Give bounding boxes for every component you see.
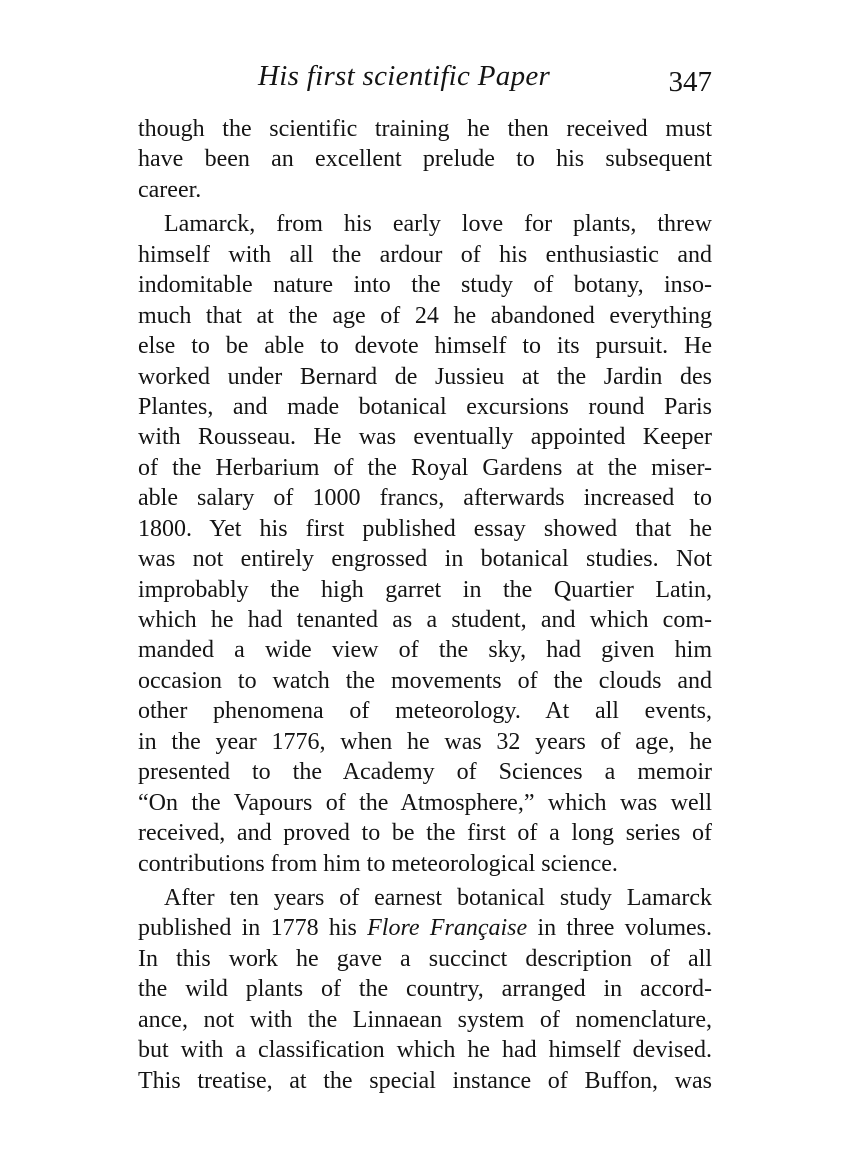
text-line: ance, not with the Linnaean system of nomenclature, — [138, 1006, 712, 1033]
text-line: which he had tenanted as a student, and which com- — [138, 607, 712, 633]
text-line: much that at the age of 24 he abandoned everything — [138, 302, 712, 329]
text-line: other phenomena of meteorology. At all events, — [138, 698, 712, 725]
text-line: was not entirely engrossed in botanical studies. Not — [138, 546, 712, 573]
book-title-italic: Flore Française — [367, 915, 528, 942]
text-line: in the year 1776, when he was 32 years of age, he — [138, 728, 712, 755]
text-line: 1800. Yet his first published essay showed that he — [138, 515, 712, 542]
text-line: This treatise, at the special instance of Buffon, was — [138, 1067, 712, 1094]
text-line: but with a classification which he had himself devised. — [138, 1037, 712, 1064]
text-line: Plantes, and made botanical excursions round Paris — [138, 393, 712, 420]
text-line: In this work he gave a succinct description of all — [138, 945, 712, 972]
text-line: improbably the high garret in the Quartier Latin, — [138, 576, 712, 603]
text-line: the wild plants of the country, arranged in accord- — [138, 976, 712, 1003]
body-text — [138, 114, 712, 1096]
text-line: “On the Vapours of the Atmosphere,” which was well — [138, 789, 712, 816]
text-line: able salary of 1000 francs, afterwards increased to — [138, 485, 712, 512]
text-line: contributions from him to meteorological science. — [138, 850, 618, 877]
text-line: career. — [138, 176, 202, 203]
page-number: 347 — [668, 66, 712, 98]
running-title: His first scientific Paper — [258, 60, 551, 92]
text-line: After ten years of earnest botanical study Lamarck — [164, 884, 712, 911]
text-line-with-title — [138, 913, 712, 943]
text-line: indomitable nature into the study of botany, inso- — [138, 272, 712, 299]
text-line: manded a wide view of the sky, had given him — [138, 637, 712, 664]
text-line: occasion to watch the movements of the clouds and — [138, 667, 712, 694]
text-line: himself with all the ardour of his enthusiastic and — [138, 241, 712, 268]
text-line: have been an excellent prelude to his subsequent — [138, 146, 712, 173]
text-line: though the scientific training he then received must — [138, 116, 712, 142]
text-run: in three volumes. — [527, 915, 712, 942]
text-line: of the Herbarium of the Royal Gardens at the miser- — [138, 454, 712, 481]
text-line: with Rousseau. He was eventually appointed Keeper — [138, 424, 712, 451]
running-head — [138, 60, 712, 104]
text-run: published in 1778 his — [138, 915, 368, 942]
text-line: presented to the Academy of Sciences a memoir — [138, 759, 712, 786]
text-line: worked under Bernard de Jussieu at the Jardin des — [138, 363, 712, 390]
text-line: received, and proved to be the first of a long series of — [138, 820, 712, 847]
text-line: Lamarck, from his early love for plants, threw — [164, 211, 712, 238]
text-line: else to be able to devote himself to its pursuit. He — [138, 333, 712, 360]
